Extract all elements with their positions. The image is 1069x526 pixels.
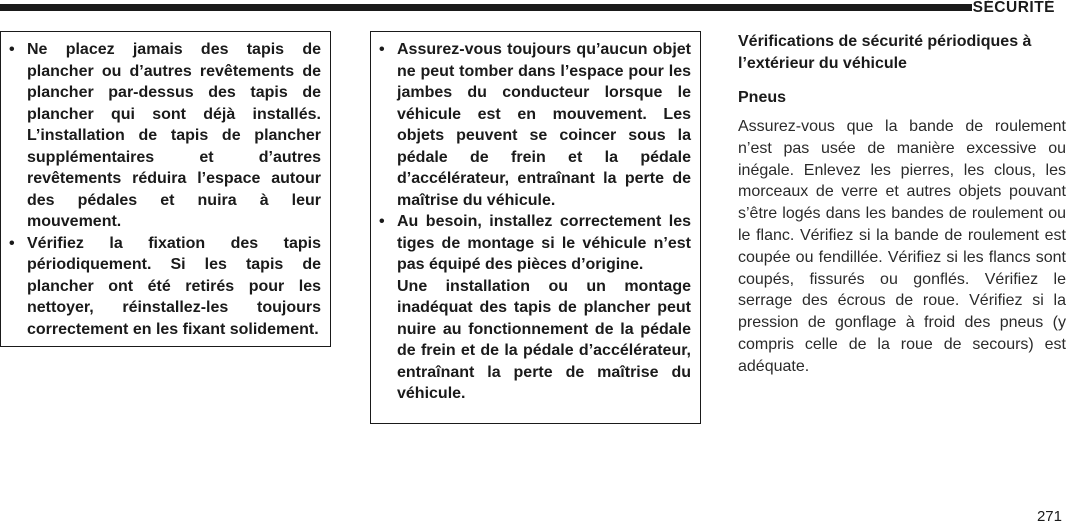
list-item [7, 233, 321, 341]
section-title: SÉCURITÉ [972, 0, 1055, 16]
section-heading: Vérifications de sécurité périodiques à l’extérieur du véhicule [738, 33, 1032, 72]
right-column [738, 31, 1066, 378]
header-rule [0, 4, 972, 11]
list-item [377, 39, 691, 211]
bullet-text: Vérifiez la fixation des tapis périodiquement. Si les tapis de plancher ont été retirés pour les nettoyer, réinstallez-les toujours correctement en les fixant solidement. [27, 234, 321, 338]
bullet-marker: • [9, 234, 15, 252]
page-number: 271 [1036, 508, 1062, 525]
warning-box-left [0, 31, 331, 347]
bullet-marker: • [379, 41, 385, 58]
body-paragraph: Assurez-vous que la bande de roulement n’est pas usée de manière excessive ou inégale. Enlevez les pierres, les clous, les morceaux de verre et autres objets pouvant s’être logés dans les bandes de roulement ou le flanc. Vérifiez si la bande de roulement est coupée ou fendillée. Vérifiez si les flancs sont coupés, fissurés ou gonflés. Vérifiez le serrage des écrous de roue. Vérifiez si la pression de gonflage à froid des pneus (y compris celle de la roue de secours) est adéquate. [738, 118, 1066, 375]
list-item [377, 211, 691, 405]
bullet-text: Au besoin, installez correctement les tiges de montage si le véhicule n’est pas équipé des pièces d’origine. [397, 213, 691, 273]
bullet-text: Ne placez jamais des tapis de plancher ou d’autres revêtements de plancher par-dessus des tapis de plancher qui sont déjà installés. L’installation de tapis de plancher supplémentaires et d’autres revêtements réduira l’espace autour des pédales et nuira à leur mouvement. [27, 41, 321, 230]
bullet-marker: • [9, 41, 15, 58]
warning-box-middle [370, 31, 701, 424]
bullet-note: Une installation ou un montage inadéquat des tapis de plancher peut nuire au fonctionnement de la pédale de frein et de la pédale d’accélérateur, entraînant la perte de maîtrise du véhicule. [397, 277, 691, 402]
bullet-marker: • [379, 213, 385, 230]
subsection-heading: Pneus [738, 89, 787, 106]
bullet-text: Assurez-vous toujours qu’aucun objet ne peut tomber dans l’espace pour les jambes du conducteur lorsque le véhicule est en mouvement. Les objets peuvent se coincer sous la pédale de frein et la pédale d’accélérateur, entraînant la perte de maîtrise du véhicule. [397, 41, 691, 209]
list-item [7, 39, 321, 233]
